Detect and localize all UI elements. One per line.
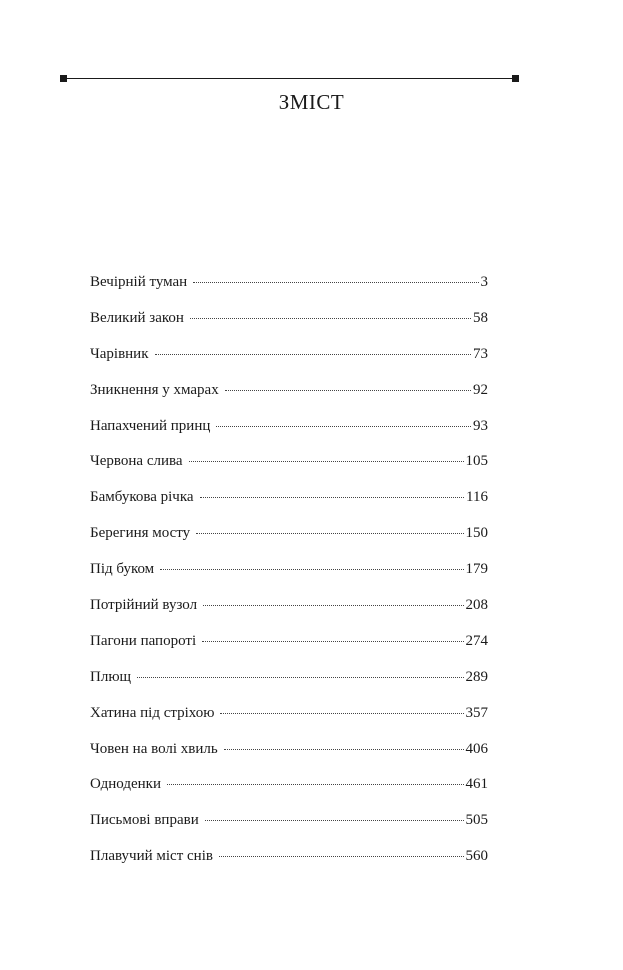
- toc-entry-title: Напахчений принц: [90, 417, 211, 434]
- toc-entry-title: Берегиня мосту: [90, 525, 191, 542]
- toc-entry-page: 3: [480, 274, 488, 290]
- toc-entry: [90, 741, 488, 777]
- toc-entry-page: 116: [466, 489, 488, 506]
- toc-entry-title: Плавучий міст снів: [90, 848, 213, 865]
- toc-entry: [90, 669, 488, 705]
- toc-entry-page: 274: [465, 632, 488, 649]
- toc-leader-dots: [160, 569, 463, 570]
- toc-entry-title: Великий закон: [90, 309, 184, 326]
- toc-leader-dots: [202, 641, 463, 642]
- toc-entry-title: Одноденки: [90, 776, 161, 793]
- toc-leader-dots: [219, 856, 464, 857]
- toc-leader-dots: [220, 713, 463, 714]
- toc-entry: [90, 418, 488, 454]
- toc-entry-title: Бамбукова річка: [90, 489, 194, 506]
- toc-entry-title: Плющ: [90, 668, 132, 685]
- toc-leader-dots: [216, 426, 471, 427]
- toc-entry: [90, 776, 488, 812]
- toc-leader-dots: [203, 605, 463, 606]
- toc-entry-page: 105: [465, 453, 488, 470]
- toc-entry-title: Човен на волі хвиль: [90, 740, 218, 757]
- toc-entry-title: Вечірній туман: [90, 274, 188, 290]
- toc-leader-dots: [155, 354, 472, 355]
- header-rule-right-square: [512, 75, 519, 82]
- toc-entry: [90, 310, 488, 346]
- toc-entry: [90, 274, 488, 310]
- toc-entry: [90, 633, 488, 669]
- toc-entry-title: Хатина під стріхою: [90, 704, 215, 721]
- toc-entry: [90, 848, 488, 884]
- toc-entry: [90, 561, 488, 597]
- toc-entry: [90, 453, 488, 489]
- toc-entry-page: 357: [465, 704, 488, 721]
- toc-entry-title: Пагони папороті: [90, 632, 197, 649]
- toc-entry: [90, 525, 488, 561]
- toc-entry: [90, 597, 488, 633]
- toc-entry-page: 208: [465, 597, 488, 614]
- toc-leader-dots: [224, 749, 464, 750]
- header-rule: [62, 78, 518, 79]
- toc-entry: [90, 489, 488, 525]
- toc-entry-page: 58: [473, 309, 488, 326]
- toc-entry-title: Чарівник: [90, 345, 149, 362]
- toc-entry-page: 560: [465, 848, 488, 865]
- toc-leader-dots: [205, 820, 464, 821]
- toc-entry: [90, 812, 488, 848]
- toc-leader-dots: [167, 784, 464, 785]
- toc-entry-page: 505: [465, 812, 488, 829]
- toc-entry-title: Зникнення у хмарах: [90, 381, 219, 398]
- toc-entry-title: Письмові вправи: [90, 812, 199, 829]
- toc-leader-dots: [189, 461, 464, 462]
- table-of-contents: [90, 274, 488, 884]
- toc-entry-page: 93: [473, 417, 488, 434]
- toc-leader-dots: [225, 390, 471, 391]
- toc-entry-page: 92: [473, 381, 488, 398]
- toc-entry-title: Червона слива: [90, 453, 183, 470]
- toc-entry-title: Потрійний вузол: [90, 597, 198, 614]
- toc-entry-page: 150: [465, 525, 488, 542]
- toc-entry-page: 406: [465, 740, 488, 757]
- toc-entry: [90, 382, 488, 418]
- page-title: ЗМІСТ: [278, 90, 345, 114]
- toc-entry-page: 73: [473, 345, 488, 362]
- toc-entry-page: 179: [465, 561, 488, 578]
- toc-entry: [90, 705, 488, 741]
- toc-entry-page: 461: [465, 776, 488, 793]
- toc-leader-dots: [200, 497, 464, 498]
- toc-leader-dots: [196, 533, 463, 534]
- toc-entry-page: 289: [465, 668, 488, 685]
- toc-leader-dots: [137, 677, 463, 678]
- toc-leader-dots: [190, 318, 471, 319]
- toc-entry-title: Під буком: [90, 561, 155, 578]
- toc-leader-dots: [193, 282, 478, 283]
- toc-entry: [90, 346, 488, 382]
